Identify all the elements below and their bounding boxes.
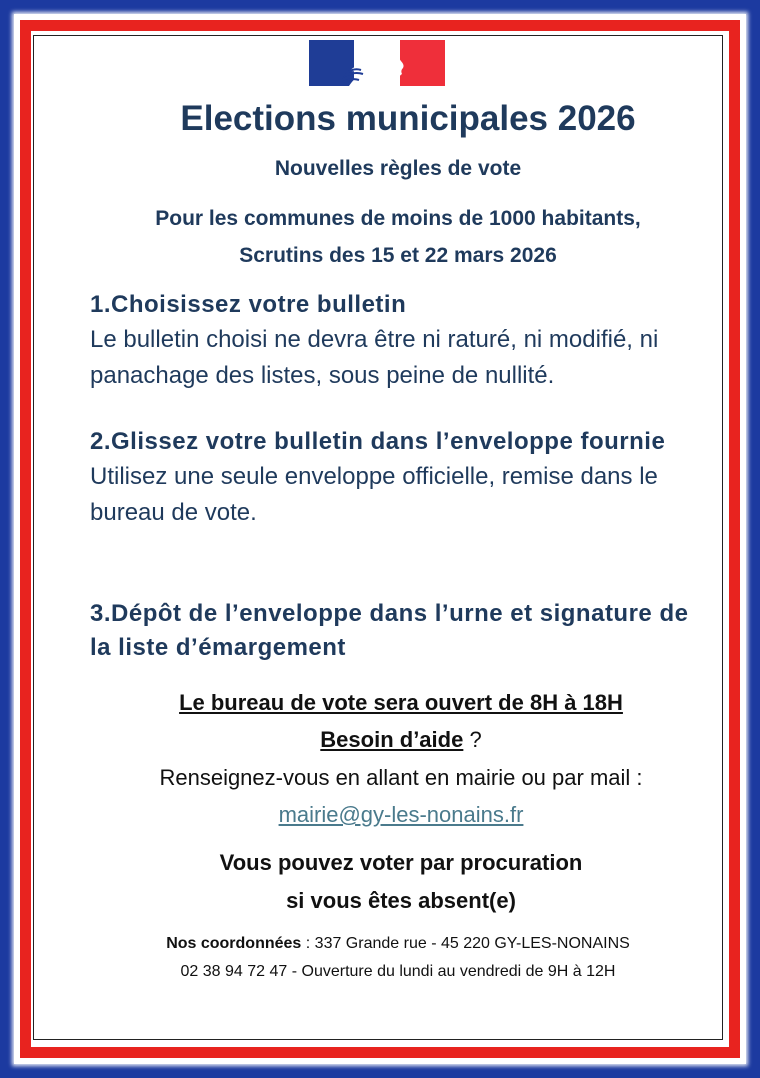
step-2-title: 2.Glissez votre bulletin dans l’enveloppe fournie <box>90 428 666 455</box>
step-2-text: Utilisez une seule enveloppe officielle, remise dans le bureau de vote. <box>90 463 658 526</box>
step-2 <box>90 425 700 531</box>
step-1-title: 1.Choisissez votre bulletin <box>90 291 407 318</box>
intro-line-2: Scrutins des 15 et 22 mars 2026 <box>239 244 557 267</box>
step-1 <box>90 288 700 394</box>
step-3 <box>90 597 700 665</box>
proxy-line-2: si vous êtes absent(e) <box>286 888 516 913</box>
contact-address-text: : 337 Grande rue - 45 220 GY-LES-NONAINS <box>301 935 630 952</box>
marianne-logo-icon <box>309 40 445 86</box>
help-suffix: ? <box>463 727 482 752</box>
proxy-line-1: Vous pouvez voter par procuration <box>219 850 583 875</box>
intro-line-1: Pour les communes de moins de 1000 habitants, <box>155 207 641 230</box>
contact-phone-hours: 02 38 94 72 47 - Ouverture du lundi au vendredi de 9H à 12H <box>180 963 616 980</box>
page-title: Elections municipales 2026 <box>180 99 636 138</box>
page-subtitle: Nouvelles règles de vote <box>274 157 522 180</box>
step-1-text: Le bulletin choisi ne devra être ni raturé, ni modifié, ni panachage des listes, sous peine de nullité. <box>90 326 659 389</box>
contact-label: Nos coordonnées <box>166 935 302 952</box>
ask-line: Renseignez-vous en allant en mairie ou par mail : <box>159 765 643 790</box>
contact-address <box>30 935 760 953</box>
opening-hours: Le bureau de vote sera ouvert de 8H à 18H <box>179 690 623 715</box>
email-link[interactable]: mairie@gy-les-nonains.fr <box>278 802 524 827</box>
help-label: Besoin d’aide <box>320 727 464 752</box>
help-line <box>33 727 760 753</box>
step-3-title: 3.Dépôt de l’enveloppe dans l’urne et signature de la liste d’émargement <box>90 600 689 661</box>
